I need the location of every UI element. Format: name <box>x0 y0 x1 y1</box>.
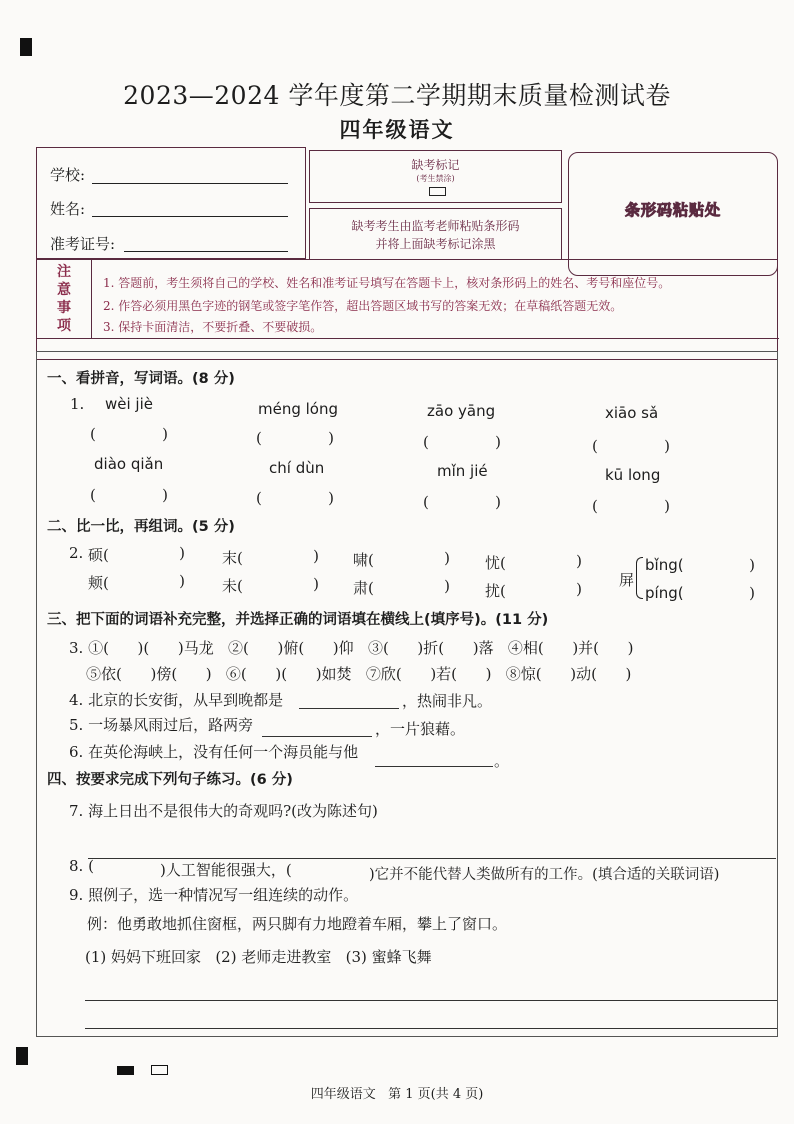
q9-example: 例：他勇敢地抓住窗框，两只脚有力地蹬着车厢，攀上了窗口。 <box>87 915 508 933</box>
compare-char: 啸( <box>353 551 374 569</box>
q8-part-3: )它并不能代替人类做所有的工作。(填合适的关联词语) <box>369 867 720 883</box>
pinyin-minjie: mǐn jié <box>437 462 488 480</box>
ping-pinyin-1: bǐng( <box>645 556 684 574</box>
registration-mark-filled <box>117 1066 134 1075</box>
absent-mark-subtitle: (考生禁涂) <box>416 174 455 183</box>
answer-bracket[interactable]: ( ) <box>592 437 670 455</box>
q1-number: 1. <box>70 395 85 413</box>
answer-bracket[interactable]: ( ) <box>592 497 670 515</box>
answer-bracket[interactable]: ( ) <box>90 486 168 504</box>
pinyin-kulong: kū long <box>605 466 661 484</box>
notice-title: 注意事项 <box>57 264 71 334</box>
compare-item[interactable]: 扰( ) <box>485 580 582 600</box>
compare-char: 未( <box>222 577 243 595</box>
notice-rule-3: 3. 保持卡面清洁，不要折叠、不要破损。 <box>103 320 323 334</box>
absent-mark-checkbox[interactable] <box>429 187 446 196</box>
compare-item[interactable]: 未( ) <box>222 575 319 595</box>
answer-bracket[interactable]: ( ) <box>256 489 334 507</box>
q6-text-start: 6. 在英伦海峡上，没有任何一个海员能与他 <box>69 743 359 761</box>
name-field[interactable] <box>92 215 288 217</box>
barcode-paste-label: 条形码粘贴处 <box>624 201 721 219</box>
ping-reading-2[interactable]: píng( ) <box>645 584 755 602</box>
q2-number: 2. <box>69 544 84 562</box>
exam-id-label: 准考证号: <box>50 235 116 253</box>
answer-bracket[interactable]: ( ) <box>256 429 334 447</box>
q7-text: 7. 海上日出不是很伟大的奇观吗?(改为陈述句) <box>69 802 378 820</box>
pinyin-menglong: méng lóng <box>258 400 339 418</box>
pinyin-zaoyang: zāo yāng <box>427 402 496 420</box>
section4-heading: 四、按要求完成下列句子练习。(6 分) <box>47 772 293 788</box>
q9-answer-line-1[interactable] <box>85 999 777 1001</box>
absent-mark-title: 缺考标记 <box>411 158 460 172</box>
q9-options: (1) 妈妈下班回家 (2) 老师走进教室 (3) 蜜蜂飞舞 <box>85 948 432 966</box>
q4-answer-line[interactable] <box>299 707 399 709</box>
compare-item[interactable]: 忧( ) <box>485 552 582 572</box>
absent-note-line1: 缺考考生由监考老师粘贴条形码 <box>351 219 520 233</box>
answer-bracket[interactable]: ( ) <box>90 425 168 443</box>
q8-part-2: )人工智能很强大，( <box>160 861 292 879</box>
q3-row-2: ⑤依( )傍( ) ⑥( )( )如焚 ⑦欣( )若( ) ⑧惊( )动( ) <box>86 665 632 683</box>
q5-answer-line[interactable] <box>262 735 372 737</box>
q8-part-1: 8. ( <box>69 857 94 875</box>
ping-character: 屏 <box>619 571 635 589</box>
compare-item[interactable]: 颊( ) <box>88 572 185 592</box>
q5-text-end: ，一片狼藉。 <box>375 720 466 738</box>
section1-heading: 一、看拼音，写词语。(8 分) <box>47 371 235 387</box>
compare-item[interactable]: 肃( ) <box>353 577 450 597</box>
q9-text: 9. 照例子，选一种情况写一组连续的动作。 <box>69 886 359 904</box>
ping-brace <box>636 557 643 599</box>
compare-item[interactable]: 硕( ) <box>88 544 185 564</box>
q3-row-1: 3. ①( )( )马龙 ②( )俯( )仰 ③( )折( )落 ④相( )并( ) <box>69 639 634 657</box>
compare-item[interactable]: 末( ) <box>222 547 319 567</box>
exam-title: 2023—2024 学年度第二学期期末质量检测试卷 <box>123 81 671 110</box>
page-footer: 四年级语文 第 1 页(共 4 页) <box>310 1087 484 1102</box>
ping-pinyin-2: píng( <box>645 584 684 602</box>
answer-bracket[interactable]: ( ) <box>423 433 501 451</box>
name-label: 姓名: <box>50 200 86 218</box>
pinyin-xiaosa: xiāo sǎ <box>605 404 659 422</box>
section2-heading: 二、比一比，再组词。(5 分) <box>47 519 235 535</box>
q6-text-end: 。 <box>494 752 510 770</box>
registration-mark-empty <box>151 1065 168 1075</box>
compare-char: 硕( <box>88 546 109 564</box>
registration-mark-bottom-left <box>16 1047 28 1065</box>
notice-rule-2: 2. 作答必须用黑色字迹的钢笔或签字笔作答，超出答题区域书写的答案无效；在草稿纸答题无效。 <box>103 299 623 313</box>
compare-item[interactable]: 啸( ) <box>353 549 450 569</box>
q6-answer-line[interactable] <box>375 765 493 767</box>
compare-char: 颊( <box>88 574 109 592</box>
pinyin-chidun: chí dùn <box>269 459 325 477</box>
q4-text-end: ，热闹非凡。 <box>402 692 493 710</box>
absent-note-box <box>309 208 562 260</box>
compare-char: 忧( <box>485 554 506 572</box>
pinyin-weijie: wèi jiè <box>105 395 153 413</box>
notice-rule-1: 1. 答题前，考生须将自己的学校、姓名和准考证号填写在答题卡上，核对条形码上的姓名、考号和座位号。 <box>103 276 671 290</box>
q5-text-start: 5. 一场暴风雨过后，路两旁 <box>69 716 254 734</box>
compare-char: 末( <box>222 549 243 567</box>
school-label: 学校: <box>50 166 86 184</box>
exam-id-field[interactable] <box>124 250 288 252</box>
answer-bracket[interactable]: ( ) <box>423 493 501 511</box>
q4-text-start: 4. 北京的长安街，从早到晚都是 <box>69 691 284 709</box>
exam-subtitle: 四年级语文 <box>339 117 455 142</box>
compare-char: 肃( <box>353 579 374 597</box>
ping-reading-1[interactable]: bǐng( ) <box>645 556 755 574</box>
notice-bottom-divider <box>37 338 779 339</box>
compare-char: 扰( <box>485 582 506 600</box>
q9-answer-line-2[interactable] <box>85 1027 777 1029</box>
absent-note-line2: 并将上面缺考标记涂黑 <box>375 237 496 251</box>
pinyin-diaoqian: diào qiǎn <box>94 455 164 473</box>
school-field[interactable] <box>92 182 288 184</box>
registration-mark-top-left <box>20 38 32 56</box>
section3-heading: 三、把下面的词语补充完整，并选择正确的词语填在横线上(填序号)。(11 分) <box>47 612 549 628</box>
